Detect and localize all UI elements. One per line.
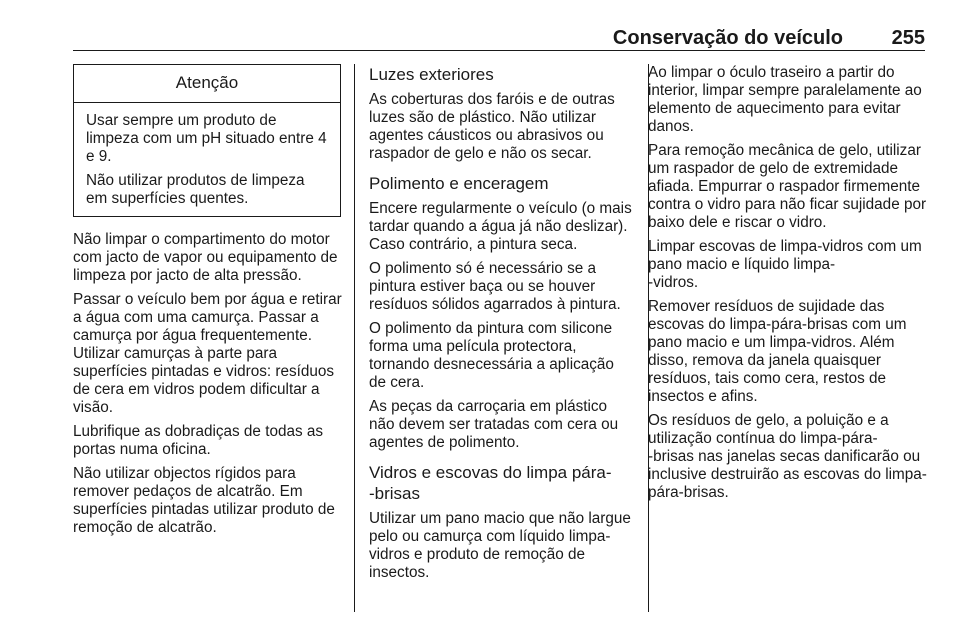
column-divider-1	[354, 64, 355, 612]
paragraph: Remover resíduos de sujidade das escovas do limpa-pára-brisas com um pano macio e um limpa-vidros. Além disso, remova da janela quaisquer resíduos, tais como cera, restos de insectos e afins.	[648, 298, 907, 405]
section-heading-windows-wipers: Vidros e escovas do limpa pára- -brisas	[369, 463, 612, 503]
section-heading-polishing: Polimento e enceragem	[369, 174, 549, 193]
page-header	[73, 26, 925, 50]
column-3	[648, 64, 928, 508]
section-heading-exterior-lights: Luzes exteriores	[369, 65, 494, 84]
paragraph: Não limpar o compartimento do motor com jacto de vapor ou equipamento de limpeza por jacto de alta pressão.	[73, 231, 338, 284]
paragraph: O polimento só é necessário se a pintura estiver baça ou se houver resíduos sólidos agarrados à pintura.	[369, 260, 621, 313]
attention-paragraph: Não utilizar produtos de limpeza em superfícies quentes.	[86, 172, 305, 207]
paragraph: Lubrifique as dobradiças de todas as portas numa oficina.	[73, 423, 324, 458]
header-divider	[73, 50, 925, 51]
paragraph: O polimento da pintura com silicone forma uma película protectora, tornando desnecessária a aplicação de cera.	[369, 320, 614, 391]
paragraph: Passar o veículo bem por água e retirar a água com uma camurça. Passar a camurça por água frequentemente. Utilizar camurças à parte para superfícies pintadas e vidros: resíduos de cera em vidros podem dificultar a visão.	[73, 291, 342, 416]
paragraph: Para remoção mecânica de gelo, utilizar um raspador de gelo de extremidade afiada. Empurrar o raspador firmemente contra o vidro para não ficar sujidade por baixo dele e riscar o vidro.	[648, 142, 927, 231]
paragraph: Não utilizar objectos rígidos para remover pedaços de alcatrão. Em superfícies pintadas utilizar produto de remoção de alcatrão.	[73, 465, 335, 536]
attention-box	[73, 64, 341, 217]
column-1	[73, 64, 345, 543]
paragraph: Ao limpar o óculo traseiro a partir do interior, limpar sempre paralelamente ao elemento de aquecimento para evitar danos.	[648, 64, 922, 135]
column-2	[369, 64, 634, 588]
paragraph: As peças da carroçaria em plástico não devem ser tratadas com cera ou agentes de polimento.	[369, 398, 619, 451]
paragraph: Encere regularmente o veículo (o mais tardar quando a água já não deslizar). Caso contrário, a pintura seca.	[369, 200, 632, 253]
attention-body	[74, 103, 340, 216]
attention-title: Atenção	[74, 65, 340, 103]
paragraph: Utilizar um pano macio que não largue pelo ou camurça com líquido limpa-vidros e produto de remoção de insectos.	[369, 510, 631, 581]
attention-paragraph: Usar sempre um produto de limpeza com um pH situado entre 4 e 9.	[86, 112, 327, 165]
page-title: Conservação do veículo	[612, 27, 843, 49]
paragraph: Limpar escovas de limpa-vidros com um pano macio e líquido limpa- -vidros.	[648, 238, 922, 291]
paragraph: Os resíduos de gelo, a poluição e a utilização contínua do limpa-pára- -brisas nas janelas secas danificarão ou inclusive destruirão as escovas do limpa-pára-brisas.	[648, 412, 927, 501]
page-number: 255	[891, 27, 925, 49]
paragraph: As coberturas dos faróis e de outras luzes são de plástico. Não utilizar agentes cáusticos ou abrasivos ou raspador de gelo e não os secar.	[369, 91, 615, 162]
